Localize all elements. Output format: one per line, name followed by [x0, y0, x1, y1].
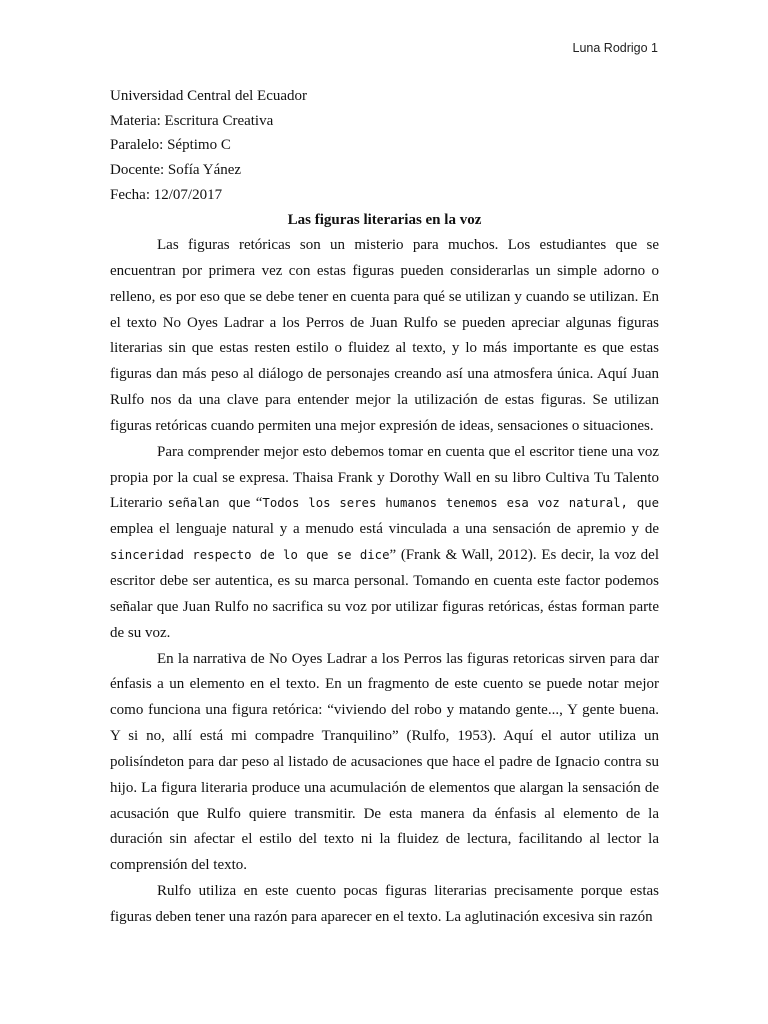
quoted-text: Todos los seres humanos tenemos esa voz natural, que [262, 496, 659, 511]
paragraph-2-text: Para comprender mejor esto debemos tomar en cuenta que el escritor tiene una voz propia por la cual se expresa. Thaisa Frank y Dorothy Wall en su libro Cultiva Tu Talento Literario [110, 443, 659, 512]
heading-date: Fecha: 12/07/2017 [110, 186, 223, 203]
heading-teacher: Docente: Sofía Yánez [110, 162, 242, 179]
paragraph-4: Rulfo utiliza en este cuento pocas figuras literarias precisamente porque estas figuras deben tener una razón para aparecer en el texto. La aglutinación excesiva sin razón [110, 883, 659, 925]
quoted-text: sinceridad respecto de lo que se dice [110, 548, 390, 563]
heading-block [110, 84, 659, 208]
running-header: Luna Rodrigo 1 [572, 41, 658, 55]
heading-section: Paralelo: Séptimo C [110, 137, 231, 154]
paragraph-2 [110, 440, 659, 647]
paragraph-2-text: “ [250, 495, 263, 512]
paragraph-2-text: ” (Frank & Wall, 2012). Es decir, la voz del escritor debe ser autentica, es su marca personal. Tomando en cuenta este factor podemos señalar que Juan Rulfo no sacrifica su voz por utilizar figuras retóricas, éstas forman parte de su voz. [110, 547, 659, 641]
heading-university: Universidad Central del Ecuador [110, 88, 308, 104]
heading-subject: Materia: Escritura Creativa [110, 112, 274, 129]
paragraph-1: Las figuras retóricas son un misterio para muchos. Los estudiantes que se encuentran por primera vez con estas figuras pueden considerarlas un simple adorno o relleno, es por eso que se debe tener en cuenta para qué se utilizan y cuando se utilizan. En el texto No Oyes Ladrar a los Perros de Juan Rulfo se pueden apreciar algunas figuras literarias sin que estas resten estilo o fluidez al texto, y lo más importante es que estas figuras dan más peso al diálogo de personajes creando así una atmosfera única. Aquí Juan Rulfo nos da una clave para entender mejor la utilización de estas figuras. Se utilizan figuras retóricas cuando permiten una mejor expresión de ideas, sensaciones o situaciones. [110, 237, 659, 434]
document-title: Las figuras literarias en la voz [287, 212, 482, 228]
document-body [110, 233, 659, 931]
paragraph-3: En la narrativa de No Oyes Ladrar a los Perros las figuras retoricas sirven para dar énfasis a un elemento en el texto. En un fragmento de este cuento se puede notar mejor como funciona una figura retórica: “viviendo del robo y matando gente..., Y gente buena. Y si no, allí está mi compadre Tranquilino” (Rulfo, 1953). Aquí el autor utiliza un polisíndeton para dar peso al listado de acusaciones que hace el padre de Ignacio contra su hijo. La figura literaria produce una acumulación de elementos que alargan la sensación de acusación que Rulfo quiere transmitir. De esta manera da énfasis al elemento de la duración sin afectar el estilo del texto ni la fluidez de lectura, facilitando al lector la comprensión del texto. [110, 650, 659, 874]
paragraph-2-text: emplea el lenguaje natural y a menudo está vinculada a una sensación de apremio y de [110, 521, 659, 538]
paragraph-2-text: señalan que [167, 496, 251, 511]
